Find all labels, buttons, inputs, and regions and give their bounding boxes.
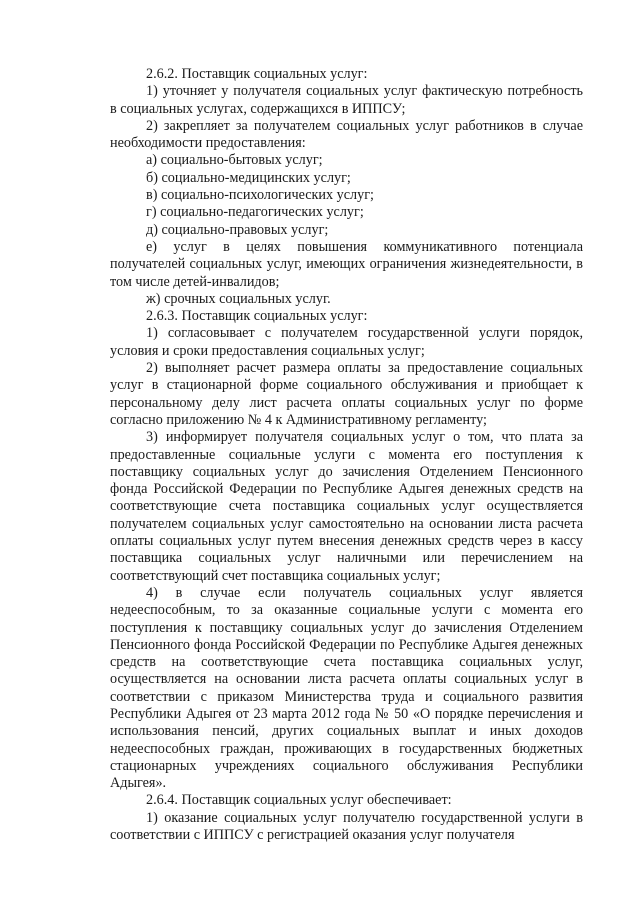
paragraph-2-6-4-heading: 2.6.4. Поставщик социальных услуг обеспечивает: (146, 792, 452, 809)
paragraph-2-6-3-item-1: 1) согласовывает с получателем государственной услуги порядок, условия и сроки предоставления социальных услуг; (110, 325, 583, 359)
paragraph-2-6-2-heading: 2.6.2. Поставщик социальных услуг: (146, 66, 368, 82)
paragraph-item-a-household: а) социально-бытовых услуг; (146, 152, 323, 169)
paragraph-item-1-clarify-needs: 1) уточняет у получателя социальных услуг фактическую потребность в социальных услугах, содержащихся в ИППСУ; (110, 83, 583, 117)
paragraph-item-b-medical: б) социально-медицинских услуг; (146, 169, 351, 186)
paragraph-item-e-communication: е) услуг в целях повышения коммуникативного потенциала получателей социальных услуг, имеющих ограничения жизнедеятельности, в том числе детей-инвалидов; (110, 238, 583, 290)
paragraph-item-zh-urgent: ж) срочных социальных услуг. (146, 290, 331, 307)
paragraph-2-6-3-item-2: 2) выполняет расчет размера оплаты за предоставление социальных услуг в стационарной форме социального обслуживания и приобщает к персональному делу лист расчета оплаты социальных услуг по форме согласно приложению № 4 к Административному регламенту; (110, 360, 583, 428)
paragraph-2-6-4-item-1: 1) оказание социальных услуг получателю государственной услуги в соответствии с ИППСУ с регистрацией оказания услуг получателя (110, 809, 583, 844)
document-body (110, 66, 583, 844)
paragraph-item-v-psychological: в) социально-психологических услуг; (146, 187, 374, 204)
paragraph-item-g-pedagogical: г) социально-педагогических услуг; (146, 204, 364, 221)
paragraph-2-6-3-heading: 2.6.3. Поставщик социальных услуг: (146, 308, 368, 325)
paragraph-2-6-3-item-3: 3) информирует получателя социальных услуг о том, что плата за предоставленные социальные услуги с момента его поступления к поставщику социальных услуг до зачисления Отделением Пенсионного фонда Российской Федерации по Республике Адыгея денежных средств на соответствующие счета поставщика социальных услуг осуществляется получателем социальных услуг самостоятельно на основании листа расчета оплаты социальных услуг путем внесения денежных средств через в кассу поставщика социальных услуг наличными или перечислением на соответствующий счет поставщика социальных услуг; (110, 429, 583, 584)
paragraph-2-6-3-item-4: 4) в случае если получатель социальных услуг является недееспособным, то за оказанные социальные услуги с момента его поступления к поставщику социальных услуг до зачисления Отделением Пенсионного фонда Российской Федерации по Республике Адыгея денежных средств на соответствующие счета поставщика социальных услуг, осуществляется на основании листа расчета оплаты социальных услуг в соответствии с приказом Министерства труда и социального развития Республики Адыгея от 23 марта 2012 года № 50 «О порядке перечисления и использования пенсий, других социальных выплат и иных доходов недееспособных граждан, проживающих в государственных бюджетных стационарных учреждениях социального обслуживания Республики Адыгея». (110, 584, 583, 792)
paragraph-item-d-legal: д) социально-правовых услуг; (146, 221, 329, 238)
paragraph-item-2-assign-workers: 2) закрепляет за получателем социальных услуг работников в случае необходимости предоставления: (110, 117, 583, 152)
